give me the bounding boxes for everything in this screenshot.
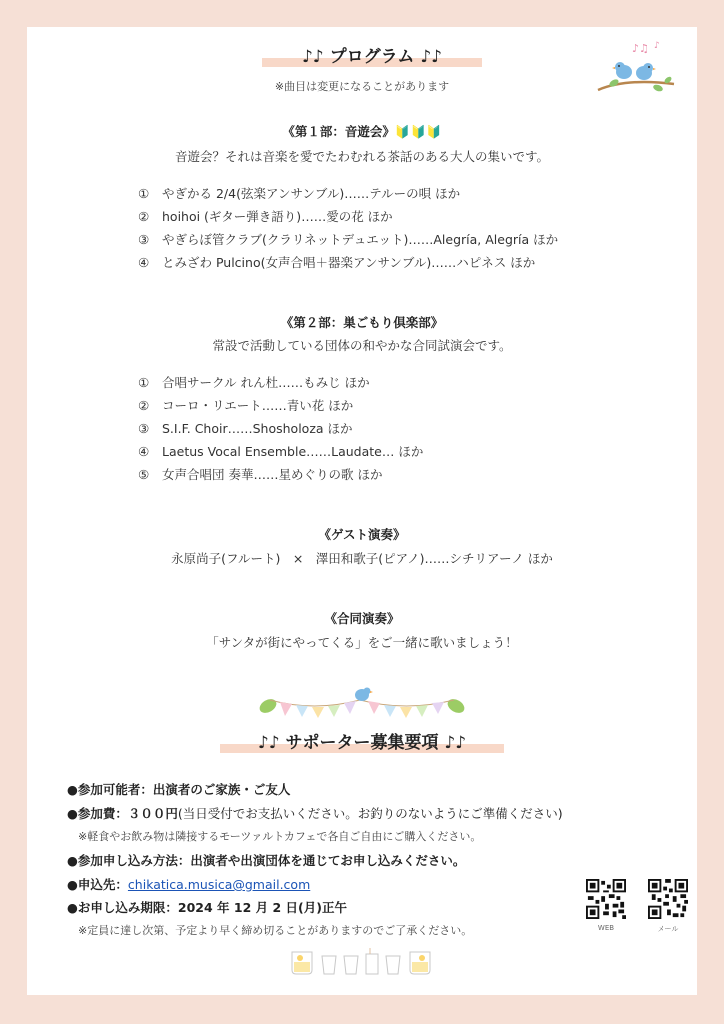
svg-text:♪♫: ♪♫ — [632, 42, 649, 55]
fee-subnote: ※軽食やお飲み物は隣接するモーツァルトカフェで各自ご自由にご購入ください。 — [78, 830, 482, 843]
web-qr-label: WEB — [597, 924, 615, 932]
joint-text: 「サンタが街にやってくる」をご一緒に歌いましょう！ — [206, 635, 518, 650]
program-note: ※曲目は変更になることがあります — [274, 80, 450, 93]
contact-email-link[interactable]: chikatica.musica@gmail.com — [127, 877, 311, 892]
part1-title: 《第１部：音遊会》🔰🔰🔰 — [282, 124, 442, 139]
part2-title: 《第２部：巣ごもり倶楽部》 — [280, 315, 444, 330]
deadline-line: ●お申し込み期限：2024 年 12 月 2 日(月)正午 — [67, 900, 347, 915]
mail-qr-code[interactable] — [648, 879, 688, 919]
supporter-heading: ♪♪ サポーター募集要項 ♪♪ — [220, 728, 504, 753]
part1-item: ③ やぎらぼ管クラブ(クラリネットデュエット)……Alegría, Alegría ほか — [138, 232, 559, 247]
svg-text:♪: ♪ — [654, 41, 660, 51]
part1-item: ② hoihoi (ギター弾き語り)……愛の花 ほか — [138, 209, 393, 224]
mail-qr-label: メール — [657, 925, 679, 933]
part2-item: ③ S.I.F. Choir……Shosholoza ほか — [138, 421, 353, 436]
method-line: ●参加申し込み方法：出演者や出演団体を通じてお申し込みください。 — [67, 853, 466, 868]
cafe-drinks-icon — [286, 944, 438, 976]
part2-item: ② コーロ・リエート……青い花 ほか — [138, 398, 354, 413]
eligibility-line: ●参加可能者：出演者のご家族・ご友人 — [67, 782, 291, 797]
part2-item: ④ Laetus Vocal Ensemble……Laudate… ほか — [138, 444, 424, 459]
fee-line: ●参加費：３００円(当日受付でお支払いください。お釣りのないようにご準備ください) — [67, 806, 563, 821]
flyer-page — [27, 27, 697, 995]
web-qr-code[interactable] — [586, 879, 626, 919]
part2-item: ⑤ 女声合唱団 奏華……星めぐりの歌 ほか — [138, 467, 383, 482]
guest-title: 《ゲスト演奏》 — [318, 527, 406, 542]
program-heading: ♪♪ プログラム ♪♪ — [262, 42, 482, 67]
part2-description: 常設で活動している団体の和やかな合同試演会です。 — [212, 338, 512, 353]
bunting-garland-icon — [256, 686, 468, 720]
part1-item: ④ とみざわ Pulcino(女声合唱＋器楽アンサンブル)……ハピネス ほか — [138, 255, 536, 270]
joint-title: 《合同演奏》 — [324, 611, 400, 626]
part2-item: ① 合唱サークル れん杜……もみじ ほか — [138, 375, 370, 390]
part1-item: ① やぎかる 2/4(弦楽アンサンブル)……テルーの唄 ほか — [138, 186, 461, 201]
guest-text: 永原尚子(フルート) × 澤田和歌子(ピアノ)……シチリアーノ ほか — [171, 551, 553, 566]
part1-description: 音遊会？それは音楽を愛でたわむれる茶話のある大人の集いです。 — [174, 149, 549, 164]
capacity-note: ※定員に達し次第、予定より早く締め切ることがありますのでご了承ください。 — [78, 924, 473, 937]
contact-line: ●申込先：chikatica.musica@gmail.com — [67, 877, 311, 892]
